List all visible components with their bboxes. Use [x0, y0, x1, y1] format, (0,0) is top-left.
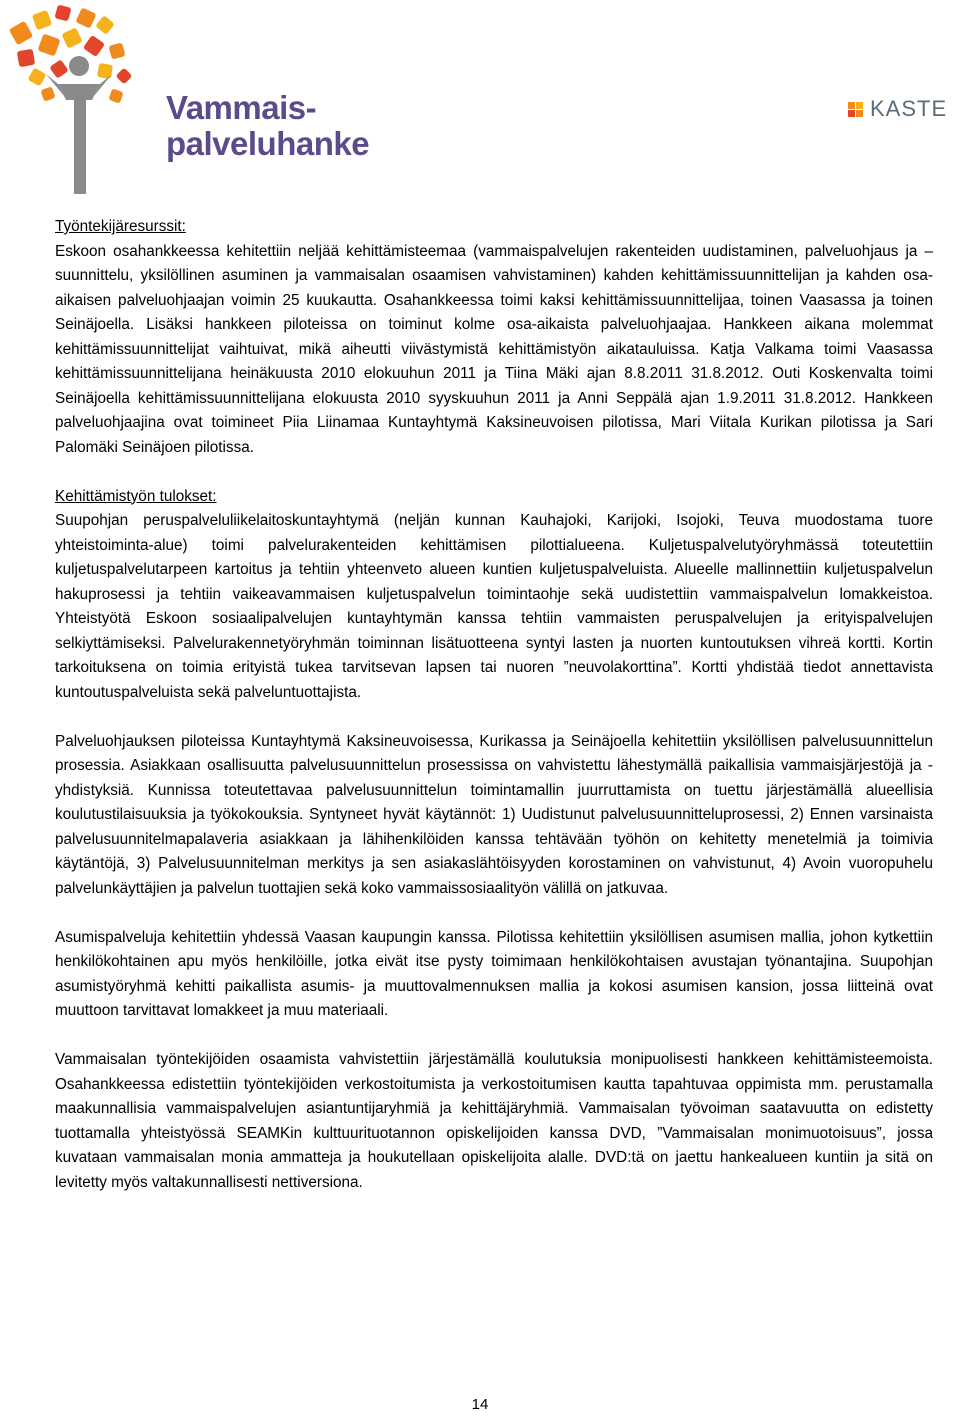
paragraph-osaaminen	[55, 1048, 933, 1195]
section-text: Suupohjan peruspalveluliikelaitoskuntayhtymä (neljän kunnan Kauhajoki, Karijoki, Isojoki, Teuva muodostama tuore yhteistoiminta-alue) toimi palvelurakenteiden kehittämisen pilottialueena. Kuljetuspalvelutyöryhmässä toteutettiin kuljetuspalvelutarpeen kartoitus ja tehtiin yhteenveto alueen kuntien kuljetuspalveluista. Alueelle mallinnettiin kuljetuspalvelun hakuprosessi ja tehtiin vaikeavammaisen kuljetuspalvelun toimintaohje sekä uudistettiin vammaispalvelun lomakkeistoa. Yhteistyötä Eskoon sosiaalipalvelujen kuntayhtymän kanssa tehtiin vammaisten peruspalvelujen ja erityispalvelujen selkiyttämiseksi. Palvelurakennetyöryhmän toiminnan lisätuotteena syntyi lasten ja nuorten kuntoutuksen vihreä kortti. Kortin tarkoituksena on toimia erityistä tukea tarvitsevan lapsen tai nuoren ”neuvolakorttina”. Kortti yhdistää tiedot annettavista kuntoutuspalveluista sekä palveluntuottajista.	[55, 512, 933, 701]
section-heading: Työntekijäresurssit:	[55, 218, 186, 235]
section-kehittamistyon-tulokset	[55, 485, 933, 706]
page-header	[0, 0, 960, 205]
page-number: 14	[471, 1396, 489, 1413]
logo-wordmark	[166, 90, 369, 162]
logo-text-line1: Vammais-	[166, 89, 317, 126]
paragraph-palveluohjaus	[55, 730, 933, 902]
section-text: Vammaisalan työntekijöiden osaamista vahvistettiin järjestämällä koulutuksia monipuolisesti hankkeen kehittämisteemoista. Osahankkeessa edistettiin työntekijöiden verkostoitumista ja verkostoitumisen kautta tapahtuvaa oppimista mm. perustamalla maakunnallisia vammaispalvelujen asiantuntijaryhmiä ja kehittäjäryhmiä. Vammaisalan työvoiman saatavuutta on edistetty tuottamalla yhteistyössä SEAMKin kulttuurituotannon opiskelijoiden kanssa DVD, ”Vammaisalan monimuotoisuus”, jossa kuvataan vammaisalan monia ammatteja ja houkutellaan opiskelijoita alalle. DVD:tä on jaettu hankealueen kuntiin ja sitä on levitetty myös valtakunnallisesti nettiversiona.	[55, 1051, 933, 1191]
kaste-logo-text: KASTE	[870, 96, 948, 121]
paragraph-asumispalvelut	[55, 926, 933, 1024]
section-text: Palveluohjauksen piloteissa Kuntayhtymä Kaksineuvoisessa, Kurikassa ja Seinäjoella kehitettiin yksilöllisen palvelusuunnittelun prosessia. Asiakkaan osallisuutta palvelusuunnittelun prosessissa on vahvistettu lähestymällä paikallisia vammaisjärjestöjä ja -yhdistyksiä. Kunnissa toteutettavaa palvelusuunnittelun toimintamallin juurruttamista on tuettu järjestämällä alueellisia koulutustilaisuuksia ja työkokouksia. Syntyneet hyvät käytännöt: 1) Uudistunut palvelusuunnitteluprosessi, 2) Ennen varsinaista palvelusuunnitelmapalaveria asiakkaan ja lähihenkilöiden kanssa tehtävään työhön on kehitetty menetelmiä ja toimivia käytäntöjä, 3) Palvelusuunnitelman merkitys ja sen asiakaslähtöisyyden korostaminen on vahvistunut, 4) Avoin vuoropuhelu palvelunkäyttäjien ja palvelun tuottajien sekä koko vammaissosiaalityön välillä on jatkuvaa.	[55, 732, 933, 897]
section-text: Eskoon osahankkeessa kehitettiin neljää kehittämisteemaa (vammaispalvelujen rakenteiden uudistaminen, palveluohjaus ja – suunnittelu, yksilöllinen asuminen ja vammaisalan osaamisen vahvistaminen) kahden kehittämissuunnittelijan ja kahden osa-aikaisen palveluohjaajan voimin 25 kuukautta. Osahankkeessa toimi kaksi kehittämissuunnittelijaa, toinen Vaasassa ja toinen Seinäjoella. Lisäksi hankkeen piloteissa on toiminut kolme osa-aikaista palveluohjaajaa. Hankkeen aikana molemmat kehittämissuunnittelijat vaihtuivat, mikä aiheutti viivästymistä kehittämistyön aikatauluissa. Katja Valkama toimi Vaasassa kehittämissuunnittelijana heinäkuusta 2010 elokuuhun 2011 ja Tiina Mäki ajan 8.8.2011 31.8.2012. Outi Koskenvalta toimi Seinäjoella kehittämissuunnittelijana elokuusta 2010 syyskuuhun 2011 ja Anni Seppälä ajan 1.9.2011 31.8.2012. Hankkeen palveluohjaajina ovat toimineet Piia Liinamaa Kuntayhtymä Kaksineuvoisen pilotissa, Mari Viitala Kurikan pilotissa ja Sari Palomäki Seinäjoen pilotissa.	[55, 242, 933, 456]
section-heading: Kehittämistyön tulokset:	[55, 487, 217, 505]
vammaispalveluhanke-logo-icon	[6, 4, 166, 200]
section-text: Asumispalveluja kehitettiin yhdessä Vaasan kaupungin kanssa. Pilotissa kehitettiin yksilöllisen asumisen mallia, johon kytkettiin henkilökohtainen apu myös henkilöille, jotka eivät itse pysty toimimaan henkilökohtaisen avustajan työnantajina. Suupohjan asumistyöryhmä kehitti paikallista asumis- ja muuttovalmennuksen mallia ja kokosi asumisen kansion, jossa liitteinä ovat muuttoon tarvittavat lomakkeet ja muu materiaali.	[55, 928, 933, 1019]
section-tyontekijaresurssit	[55, 215, 933, 460]
logo-text-line2: palveluhanke	[166, 125, 370, 162]
document-body	[55, 215, 933, 1220]
